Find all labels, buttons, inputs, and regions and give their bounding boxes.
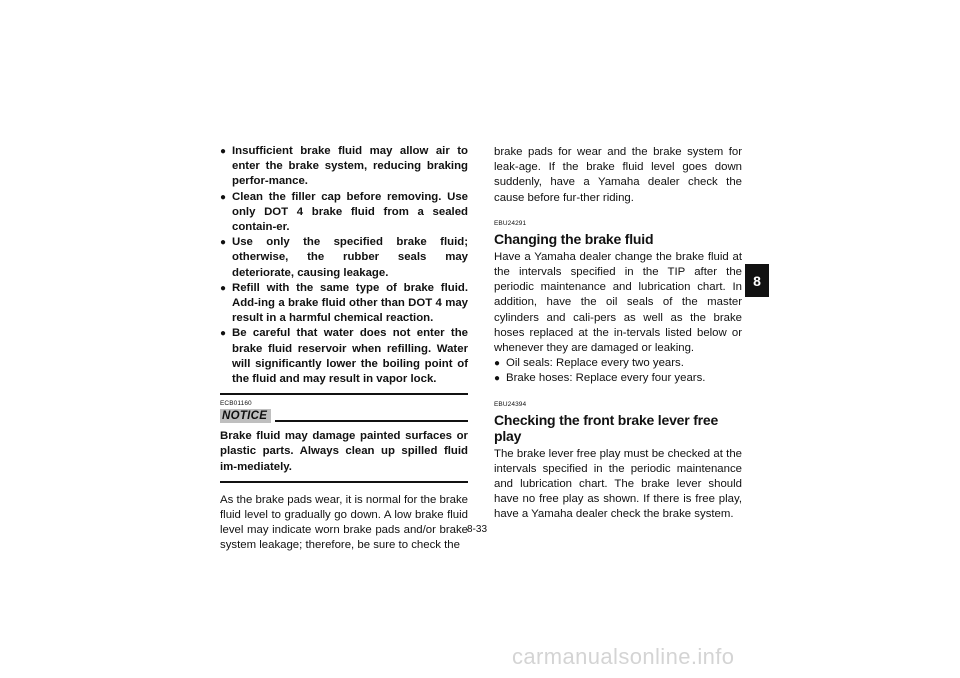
section-body: Have a Yamaha dealer change the brake fluid at the intervals specified in the TIP after the periodic maintenance and lubrication chart. In addition, have the oil seals of the master cylinders and cali-pers as well as the brake hoses replaced at the in-tervals listed below or whenever they are damaged or leaking. xyxy=(494,250,742,355)
bullet-icon: ● xyxy=(220,146,227,157)
chapter-tab: 8 xyxy=(745,264,769,297)
page-number: 8-33 xyxy=(467,524,488,535)
replacement-list xyxy=(494,356,742,386)
bullet-icon: ● xyxy=(494,373,501,385)
notice-text: Brake fluid may damage painted surfaces or plastic parts. Always clean up spilled fluid im-mediately. xyxy=(220,430,468,473)
warning-list xyxy=(220,144,468,387)
section-body: The brake lever free play must be checked at the intervals specified in the periodic maintenance and lubrication chart. The brake lever should have no free play as shown. If there is free play, have a Yamaha dealer check the brake system. xyxy=(494,447,742,521)
warning-item: ● Be careful that water does not enter the brake fluid reservoir when refilling. Water will significantly lower the boiling point of the fluid and may result in vapor lock. xyxy=(220,327,468,386)
list-item: ● Brake hoses: Replace every four years. xyxy=(494,371,742,386)
section-code: EBU24394 xyxy=(494,400,527,408)
list-item: ● Oil seals: Replace every two years. xyxy=(494,356,742,371)
bullet-icon: ● xyxy=(220,191,227,203)
section-title: Checking the front brake lever free play xyxy=(494,411,719,444)
continued-paragraph: brake pads for wear and the brake system for leak-age. If the brake fluid level goes down suddenly, have a Yamaha dealer check the cause before fur-ther riding. xyxy=(494,146,742,204)
notice-code: ECB01160 xyxy=(220,400,252,408)
notice-rule xyxy=(275,420,468,422)
warning-item: ● Refill with the same type of brake fluid. Add-ing a brake fluid other than DOT 4 may result in a harmful chemical reaction. xyxy=(220,281,468,325)
notice-header xyxy=(220,409,468,423)
section-code: EBU24291 xyxy=(494,219,527,227)
left-column xyxy=(220,144,468,554)
bullet-icon: ● xyxy=(494,358,501,370)
warning-item: ● Clean the filler cap before removing. Use only DOT 4 brake fluid from a sealed contain-er. xyxy=(220,190,468,234)
warning-end-rule xyxy=(220,393,468,395)
warning-item: ● Use only the specified brake fluid; otherwise, the rubber seals may deteriorate, causing leakage. xyxy=(220,236,468,279)
warning-item: ● Insufficient brake fluid may allow air to enter the brake system, reducing braking perfor-mance. xyxy=(220,145,468,188)
bullet-icon: ● xyxy=(220,282,227,294)
notice-end-rule xyxy=(220,481,468,483)
notice-label: NOTICE xyxy=(220,409,271,423)
watermark: carmanualsonline.info xyxy=(512,644,735,669)
bullet-icon: ● xyxy=(220,237,227,249)
bullet-icon: ● xyxy=(220,328,227,340)
body-paragraph: As the brake pads wear, it is normal for the brake fluid level to gradually go down. A low brake fluid level may indicate worn brake pads and/or brake system leakage; therefore, be sure to check the xyxy=(220,493,468,552)
section-title: Changing the brake fluid xyxy=(494,230,654,247)
right-column xyxy=(494,145,742,523)
